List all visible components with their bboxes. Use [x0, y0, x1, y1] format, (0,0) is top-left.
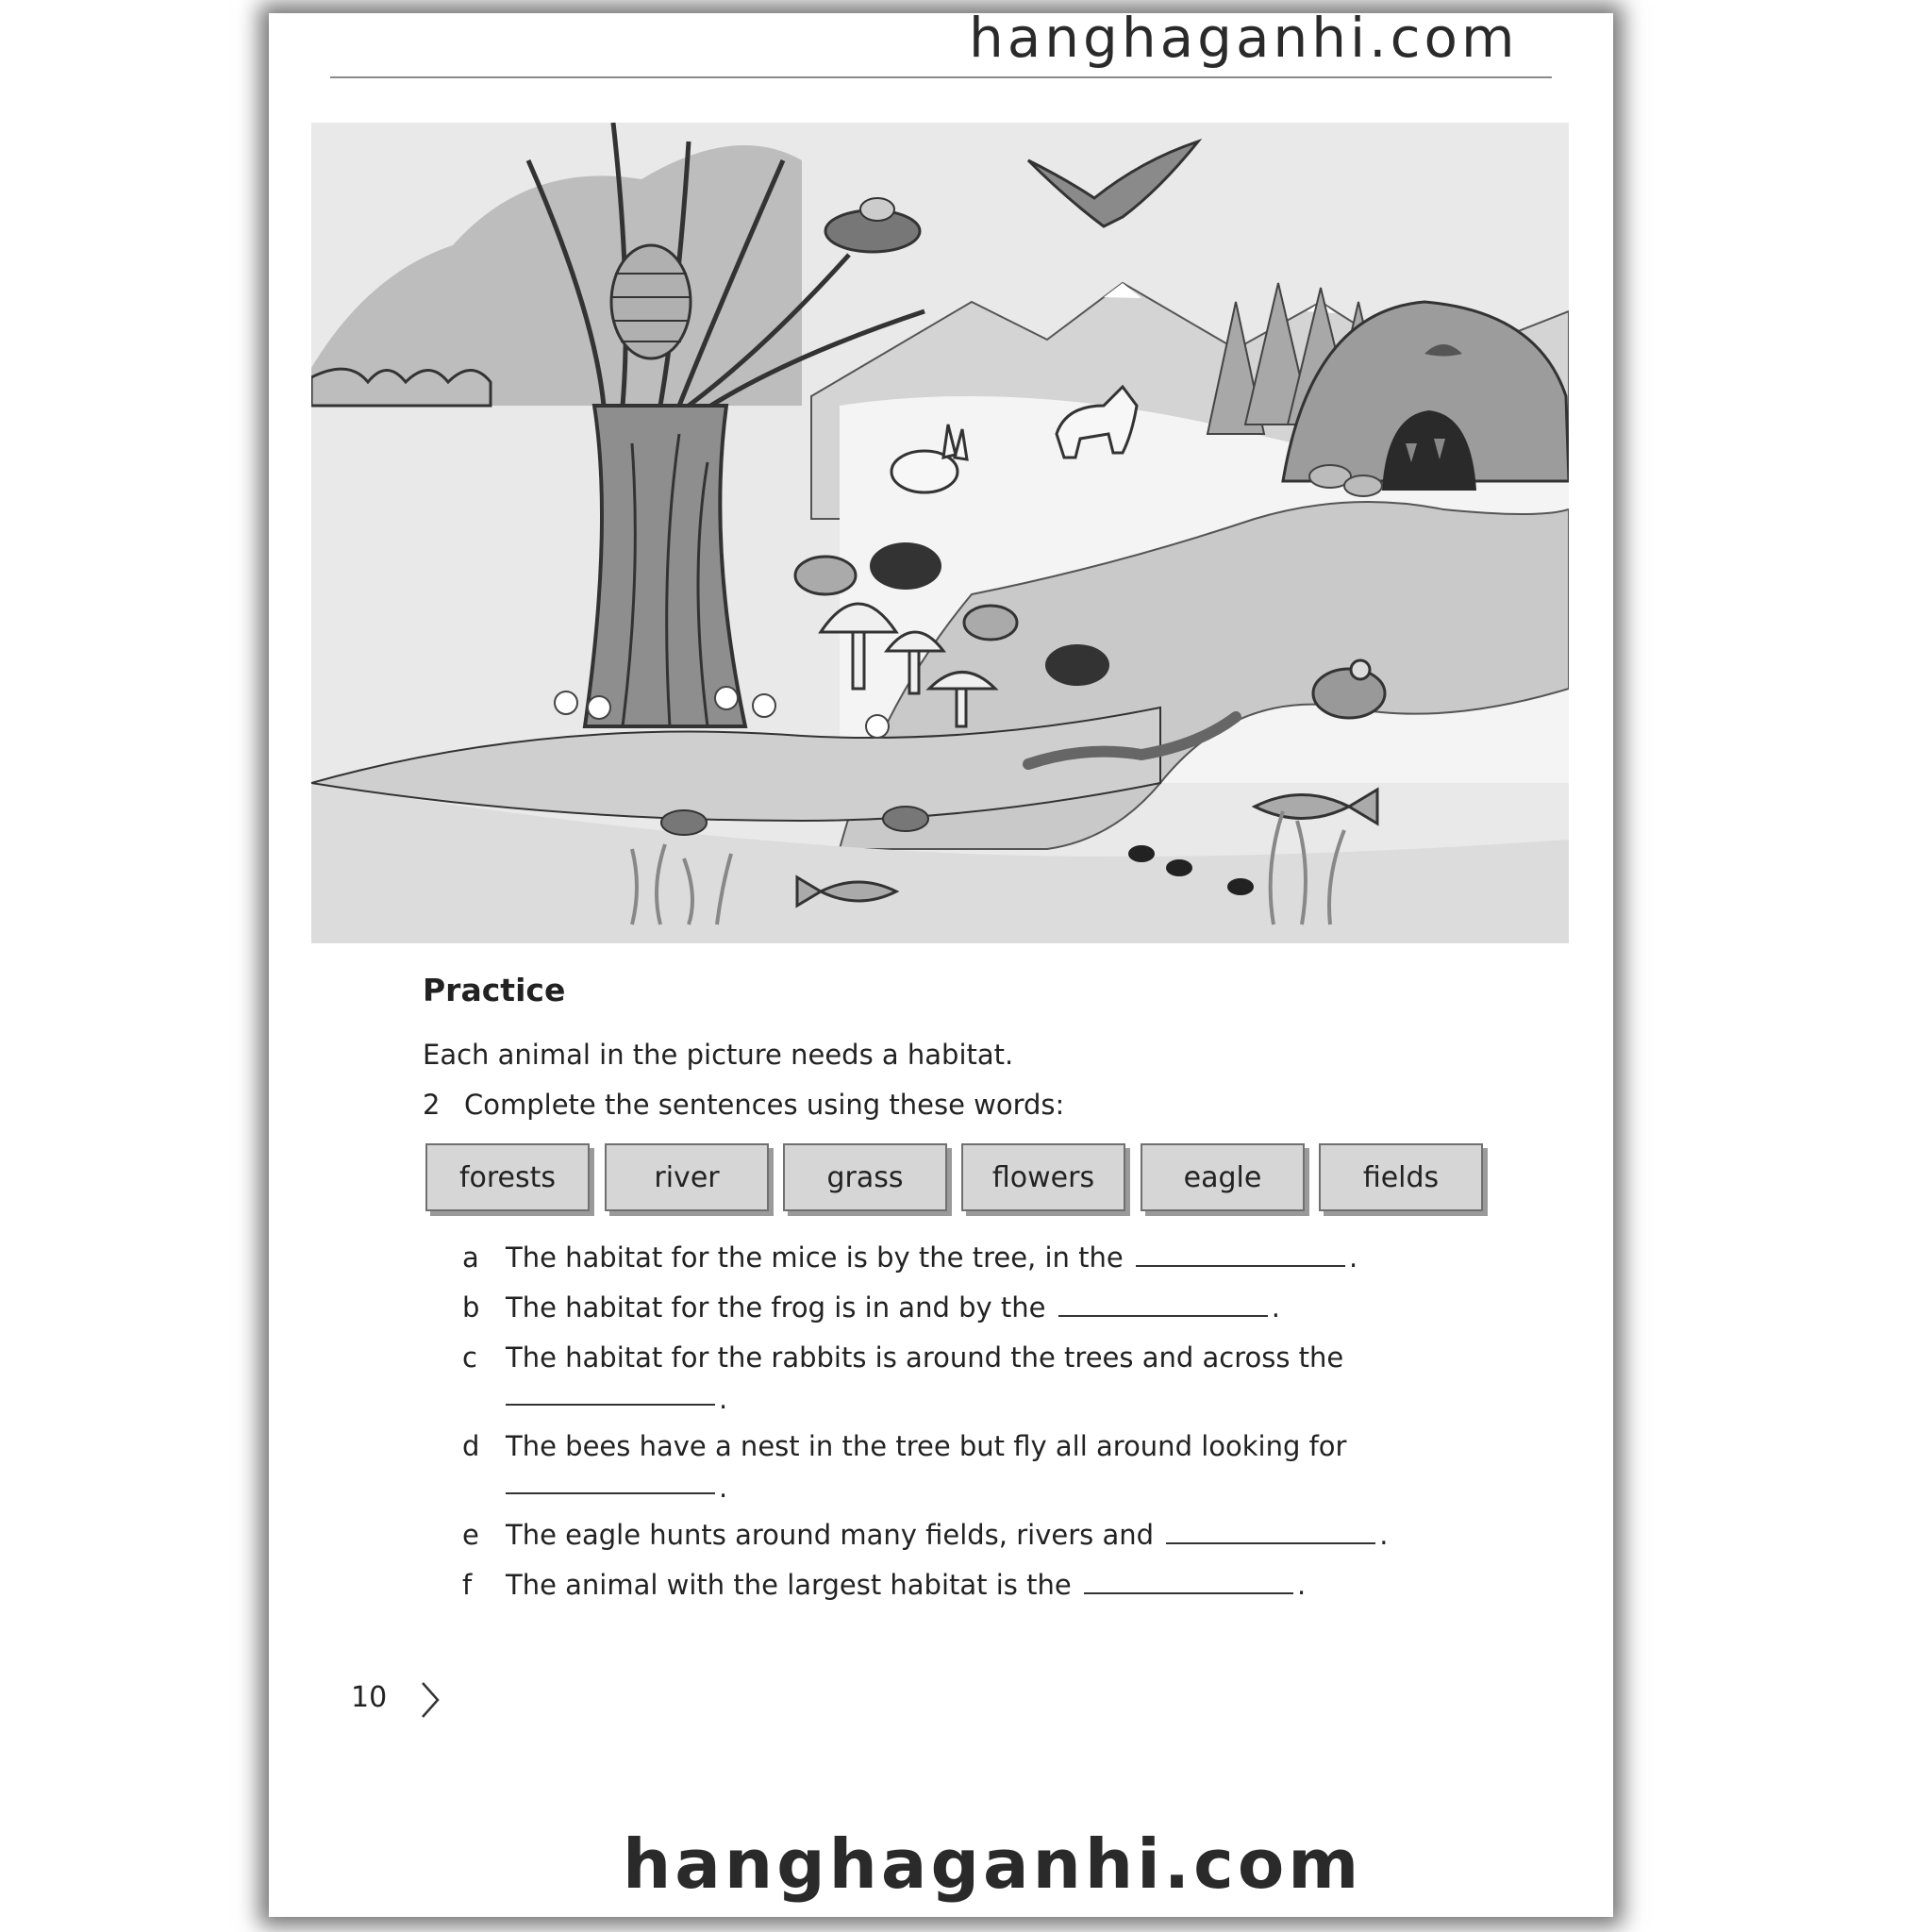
chevron-right-icon: [419, 1681, 441, 1719]
item-letter: a: [462, 1241, 479, 1274]
exercise-item: [462, 1291, 1280, 1324]
word-box: fields: [1319, 1143, 1483, 1211]
item-end: .: [1296, 1569, 1307, 1601]
item-end: .: [719, 1383, 728, 1415]
word-box: river: [605, 1143, 769, 1211]
item-letter: c: [462, 1341, 477, 1374]
answer-blank[interactable]: [1058, 1313, 1268, 1317]
exercise-item: [462, 1569, 1306, 1601]
watermark-top: hanghaganhi.com: [969, 6, 1519, 70]
practice-heading: Practice: [423, 972, 566, 1008]
practice-intro: Each animal in the picture needs a habitat.: [423, 1039, 1014, 1071]
item-end: .: [1379, 1519, 1389, 1551]
answer-blank[interactable]: [1166, 1541, 1375, 1544]
item-end: .: [1348, 1241, 1358, 1274]
answer-blank[interactable]: [506, 1404, 715, 1406]
exercise-item: [462, 1430, 1346, 1462]
beehive: [611, 245, 691, 358]
exercise-item: [462, 1241, 1357, 1274]
item-text: The bees have a nest in the tree but fly all around looking for: [506, 1430, 1347, 1462]
watermark-bottom: hanghaganhi.com: [623, 1824, 1363, 1904]
answer-blank[interactable]: [1136, 1263, 1345, 1267]
item-text: The habitat for the rabbits is around the trees and across the: [506, 1341, 1344, 1374]
item-text: The animal with the largest habitat is the: [506, 1569, 1072, 1601]
page-number: 10: [351, 1681, 388, 1714]
item-letter: d: [462, 1430, 480, 1462]
exercise-item: [462, 1341, 1343, 1374]
item-letter: f: [462, 1569, 473, 1601]
word-box: forests: [425, 1143, 590, 1211]
instruction-text: Complete the sentences using these words:: [464, 1089, 1065, 1121]
item-letter: b: [462, 1291, 480, 1324]
item-text: The habitat for the mice is by the tree, in the: [506, 1241, 1124, 1274]
header-rule: [330, 76, 1552, 78]
item-text: The eagle hunts around many fields, rivers and: [506, 1519, 1155, 1551]
answer-blank[interactable]: [506, 1492, 715, 1494]
instruction-number: 2: [423, 1089, 441, 1121]
word-box: eagle: [1141, 1143, 1305, 1211]
instruction: [423, 1089, 1064, 1121]
habitat-illustration: [311, 123, 1569, 943]
exercise-item: [462, 1519, 1388, 1551]
item-text: The habitat for the frog is in and by the: [506, 1291, 1046, 1324]
word-box: grass: [783, 1143, 947, 1211]
item-letter: e: [462, 1519, 479, 1551]
item-end: .: [719, 1472, 728, 1504]
answer-blank[interactable]: [1084, 1591, 1293, 1594]
item-end: .: [1271, 1291, 1280, 1324]
word-box: flowers: [961, 1143, 1125, 1211]
